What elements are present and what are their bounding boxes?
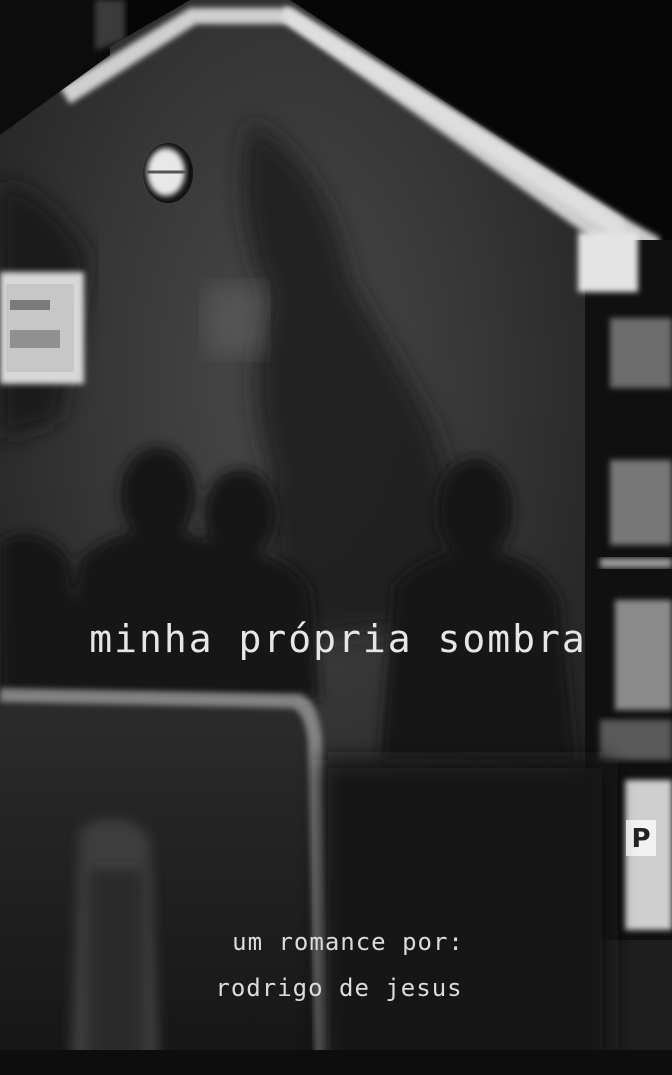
lower-structure — [0, 695, 325, 1075]
parking-sign: P — [631, 824, 651, 854]
book-title: minha própria sombra — [89, 617, 587, 661]
byline-label: um romance por: — [232, 928, 464, 956]
author-name: rodrigo de jesus — [215, 974, 463, 1002]
